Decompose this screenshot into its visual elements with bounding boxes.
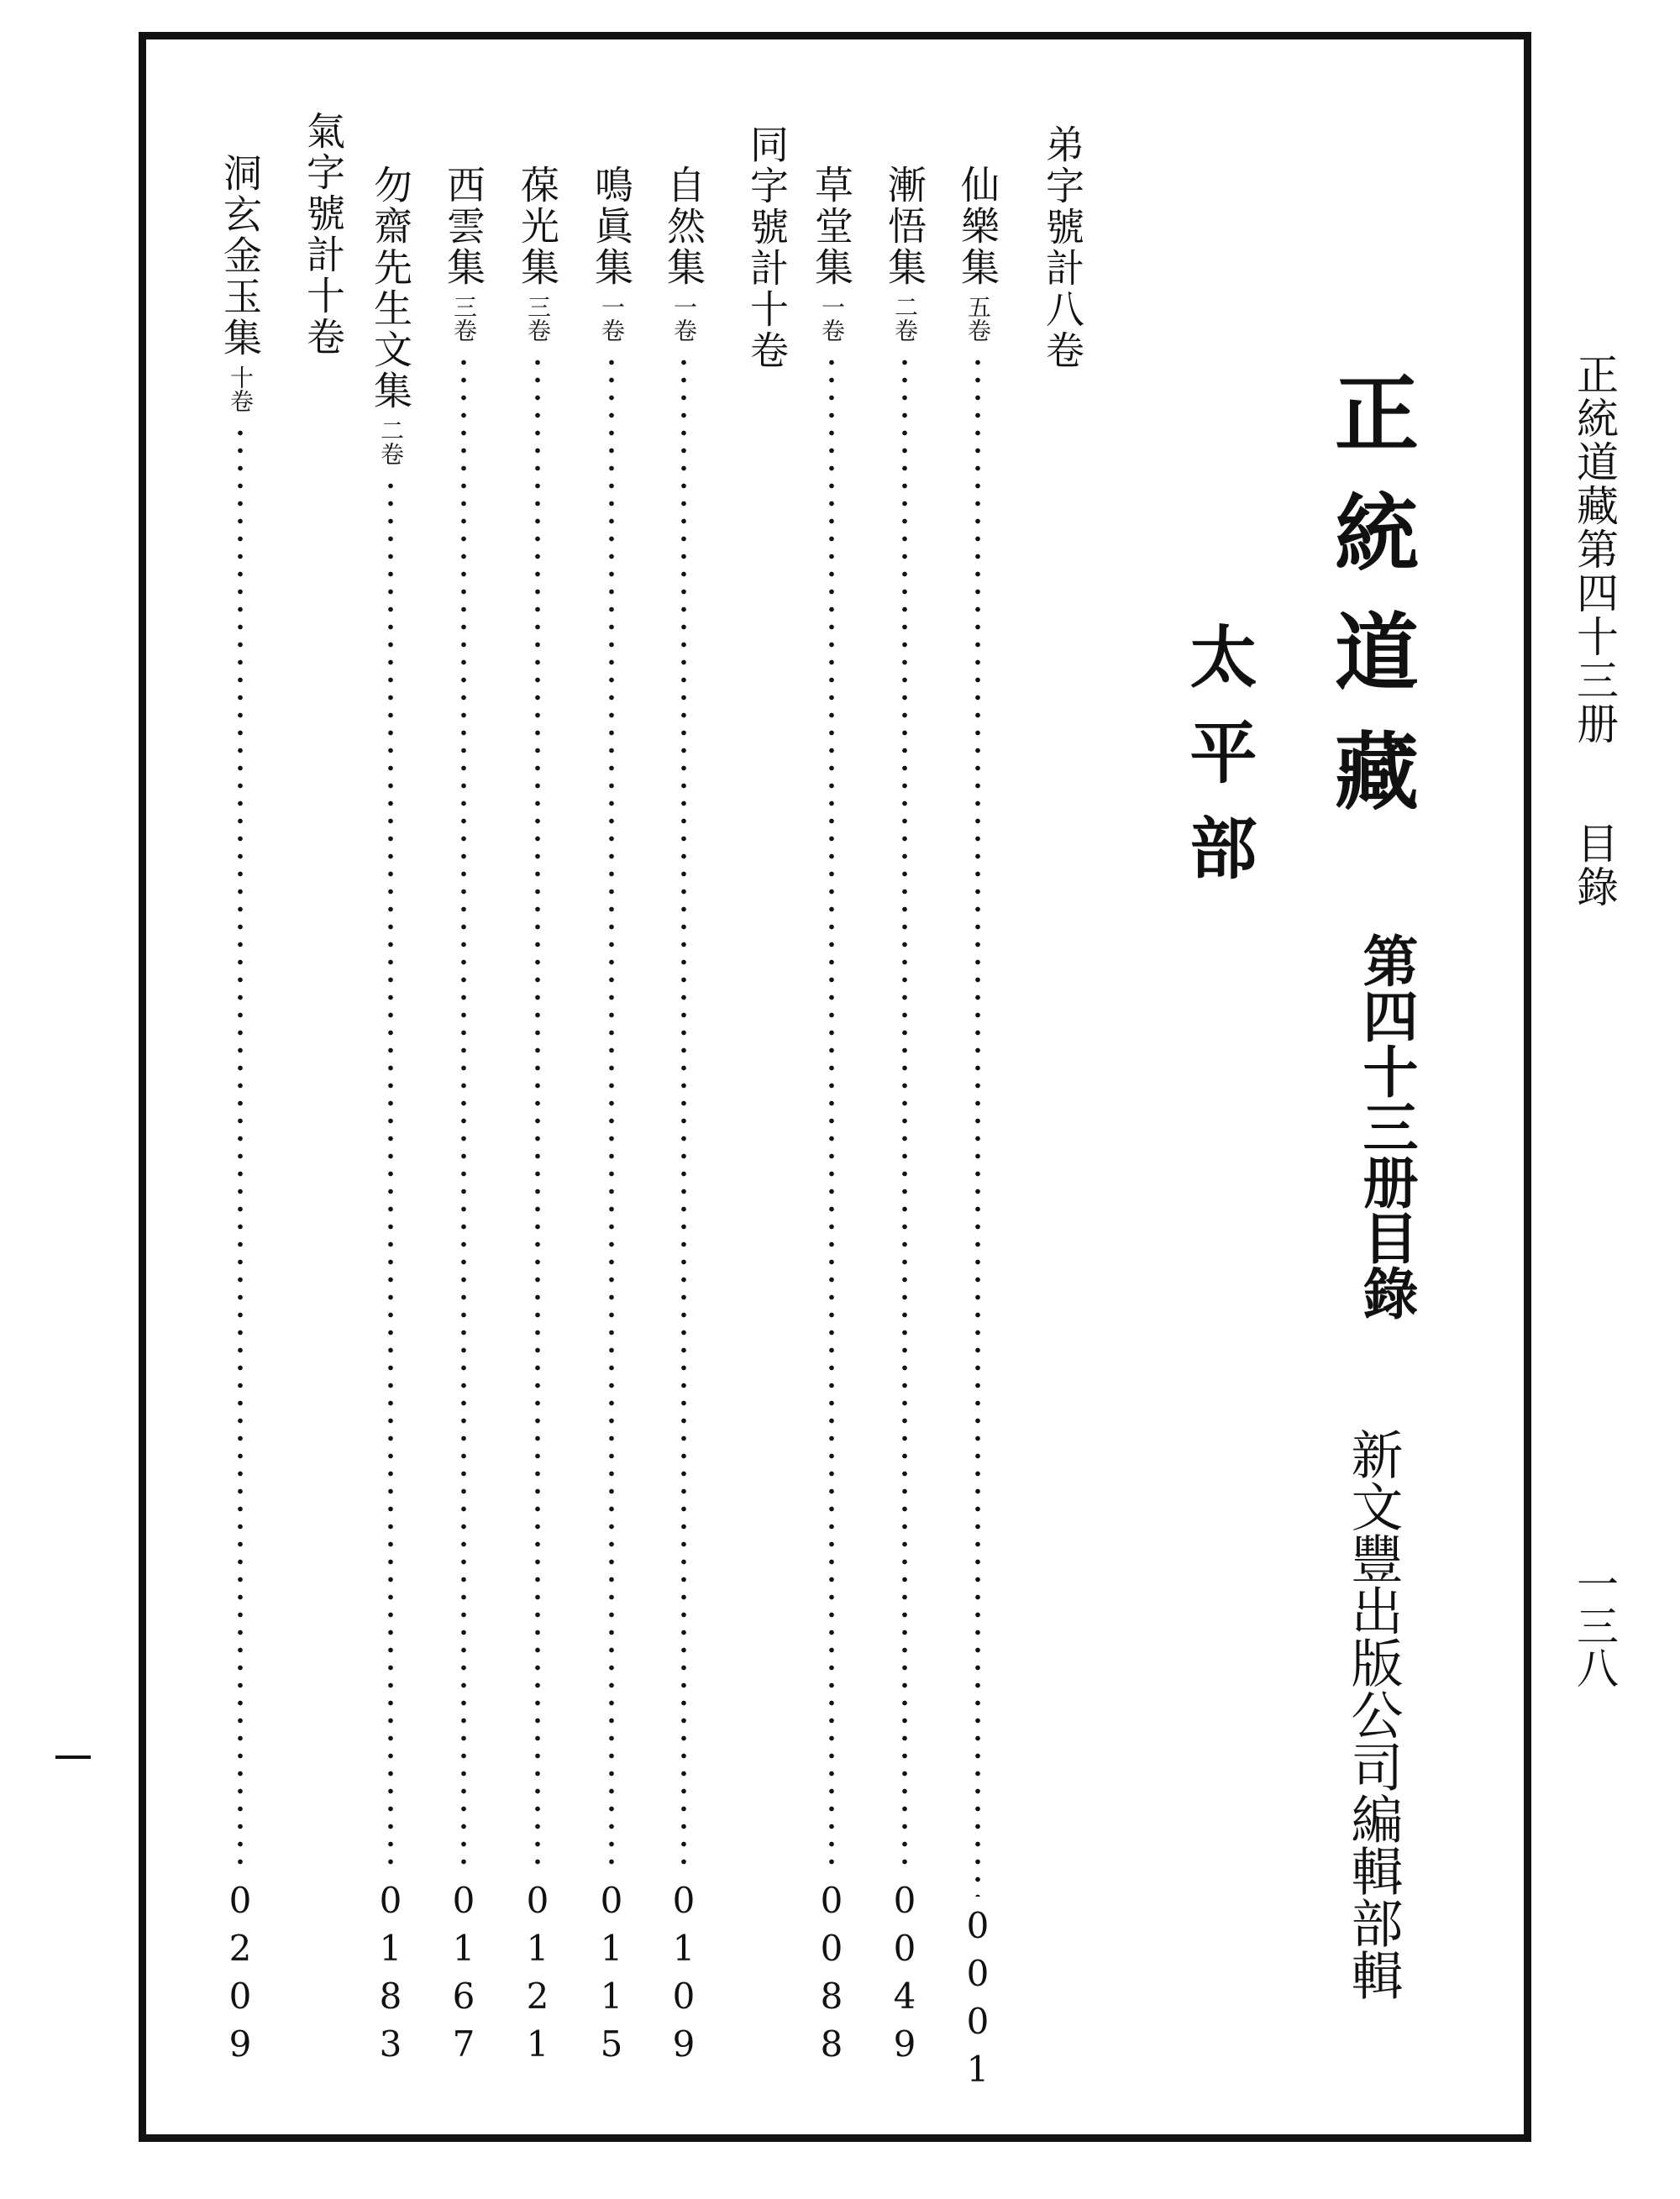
- entry-page: 0115: [591, 1880, 633, 2071]
- entry-volumes: 一卷: [598, 295, 626, 342]
- entry-volumes: 五卷: [964, 295, 992, 342]
- entry-volumes: 一卷: [818, 295, 846, 342]
- publisher: 新文豐出版公司編輯部輯: [1342, 1428, 1404, 2001]
- entry-page: 0109: [663, 1880, 705, 2071]
- entry-title: 自然集: [661, 165, 706, 288]
- toc-entry: [367, 165, 414, 2071]
- group-header-qi: 氣字號計十卷: [301, 111, 346, 358]
- leader-dots: [238, 424, 243, 1871]
- margin-mark: [55, 1756, 91, 1759]
- book-title: 正統道藏第四十三册: [1570, 353, 1619, 746]
- entry-page: 0183: [370, 1880, 412, 2071]
- leader-dots: [461, 354, 466, 1871]
- volume-title: 第四十三册目錄: [1353, 932, 1418, 1320]
- entry-title: 勿齋先生文集: [368, 165, 413, 412]
- entry-title: 洞玄金玉集: [218, 153, 263, 359]
- entry-title: 葆光集: [515, 165, 560, 288]
- section-name: 太平部: [1179, 622, 1257, 909]
- toc-entry: [588, 165, 635, 2071]
- section-label: 目錄: [1570, 821, 1619, 909]
- entry-title: 草堂集: [809, 165, 854, 288]
- group-header-tong: 同字號計十卷: [744, 124, 790, 371]
- group-header-di: 弟字號計八卷: [1040, 124, 1085, 371]
- leader-dots: [829, 354, 834, 1871]
- page-number: 一三八: [1570, 1562, 1619, 1688]
- entry-page: 0001: [957, 1905, 999, 2097]
- entry-title: 西雲集: [441, 165, 486, 288]
- entry-title: 鳴眞集: [589, 165, 634, 288]
- leader-dots: [609, 354, 614, 1871]
- running-header: [1564, 353, 1625, 909]
- entry-volumes: 三卷: [450, 295, 478, 342]
- leader-dots: [975, 354, 980, 1897]
- toc-entry: [660, 165, 707, 2071]
- toc-entry: [440, 165, 487, 2071]
- main-title: 正統道藏: [1320, 370, 1419, 847]
- leader-dots: [535, 354, 540, 1871]
- toc-entry: [954, 165, 1001, 2097]
- toc-entry: [514, 165, 561, 2071]
- entry-volumes: 三卷: [524, 295, 552, 342]
- entry-volumes: 十卷: [227, 365, 255, 412]
- entry-page: 0167: [443, 1880, 485, 2071]
- entry-title: 仙樂集: [955, 165, 1000, 288]
- entry-page: 0049: [884, 1880, 926, 2071]
- toc-entry: [808, 165, 855, 2071]
- entry-volumes: 一卷: [670, 295, 698, 342]
- leader-dots: [681, 354, 686, 1871]
- entry-volumes: 二卷: [377, 418, 405, 465]
- entry-page: 0121: [517, 1880, 559, 2071]
- toc-entry: [217, 153, 264, 2071]
- leader-dots: [902, 354, 907, 1871]
- leader-dots: [388, 477, 393, 1871]
- entry-page: 0209: [219, 1880, 261, 2071]
- entry-page: 0088: [811, 1880, 853, 2071]
- toc-entry: [881, 165, 928, 2071]
- entry-volumes: 二卷: [891, 295, 919, 342]
- entry-title: 漸悟集: [882, 165, 927, 288]
